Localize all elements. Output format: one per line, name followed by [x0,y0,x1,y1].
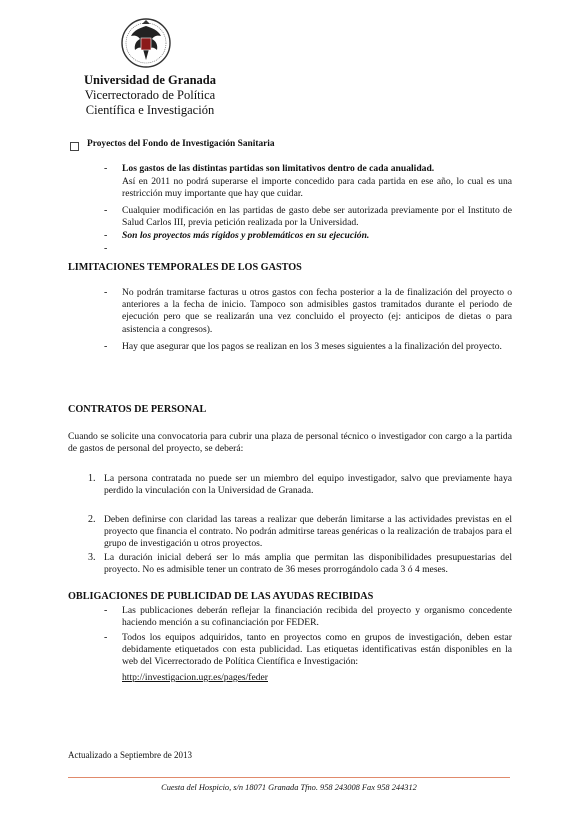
dash-icon: - [104,163,108,174]
vicerrectorado-line-2: Científica e Investigación [85,103,215,117]
contratos-item-2: Deben definirse con claridad las tareas a realizar que deberán limitarse a las actividades previstas en el proyecto que financia el contrato. No podrán admitirse tareas genéricas o la realización de trabajos para el grupo de investigación u otros proyectos. [104,514,512,550]
limitaciones-title: LIMITACIONES TEMPORALES DE LOS GASTOS [68,262,302,273]
project-bullet-1-lead: Los gastos de las distintas partidas son limitativos dentro de cada anualidad. [122,163,435,174]
footer-address: Cuesta del Hospicio, s/n 18071 Granada Tfno. 958 243008 Fax 958 244312 [161,783,417,792]
project-bullet-1-body: Así en 2011 no podrá superarse el importe concedido para cada partida en ese año, lo cual es una restricción muy importante que hay que cuidar. [122,176,512,200]
contratos-title: CONTRATOS DE PERSONAL [68,404,207,415]
feder-link[interactable]: http://investigacion.ugr.es/pages/feder [122,672,268,683]
limitaciones-bullet-2: Hay que asegurar que los pagos se realizan en los 3 meses siguientes a la finalización del proyecto. [122,341,502,352]
dash-icon: - [104,243,108,254]
contratos-intro: Cuando se solicite una convocatoria para cubrir una plaza de personal técnico o investigador con cargo a la partida de gastos de personal del proyecto, se deberá: [68,431,512,455]
checkbox-bullet-icon [70,142,79,151]
dash-icon: - [104,341,108,352]
footer-divider [68,777,510,778]
limitaciones-bullet-1: No podrán tramitarse facturas u otros gastos con fecha posterior a la de finalización del proyecto o anteriores a la fecha de inicio. Tampoco son admisibles gastos tramitados durante el periodo de ejecución pero que se realizarán una vez concluido el proyecto (ej: anticipos de dietas o para asistencia a congresos). [122,287,512,335]
publicidad-bullet-2: Todos los equipos adquiridos, tanto en proyectos como en grupos de investigación, deben estar debidamente etiquetados con esta publicidad. Las etiquetas identificativas están disponibles en la web del Vicerrectorado de Política Científica e Investigación: [122,632,512,668]
dash-icon: - [104,605,108,616]
contratos-item-1: La persona contratada no puede ser un miembro del equipo investigador, salvo que previamente haya perdido la vinculación con la Universidad de Granada. [104,473,512,497]
university-crest-logo [120,14,172,72]
updated-date: Actualizado a Septiembre de 2013 [68,750,192,760]
project-bullet-2-body: Cualquier modificación en las partidas de gasto debe ser autorizada previamente por el Instituto de Salud Carlos III, previa petición realizada por la Universidad. [122,205,512,229]
vicerrectorado-line-1: Vicerrectorado de Política [84,88,216,102]
item-number: 3. [88,552,96,563]
dash-icon: - [104,287,108,298]
university-name: Universidad de Granada [84,73,216,87]
publicidad-bullet-1: Las publicaciones deberán reflejar la financiación recibida del proyecto y organismo concedente haciendo mención a su cofinanciación por FEDER. [122,605,512,629]
project-section-title: Proyectos del Fondo de Investigación Sanitaria [87,139,275,149]
dash-icon: - [104,632,108,643]
project-bullet-3-lead: Son los proyectos más rígidos y problemáticos en su ejecución. [122,230,370,241]
dash-icon: - [104,205,108,216]
dash-icon: - [104,230,108,241]
publicidad-title: OBLIGACIONES DE PUBLICIDAD DE LAS AYUDAS RECIBIDAS [68,591,374,602]
contratos-item-3: La duración inicial deberá ser lo más amplia que permitan las disponibilidades presupuestarias del proyecto. No es admisible tener un contrato de 36 meses prorrogándolo cada 3 ó 4 meses. [104,552,512,576]
item-number: 1. [88,473,96,484]
item-number: 2. [88,514,96,525]
